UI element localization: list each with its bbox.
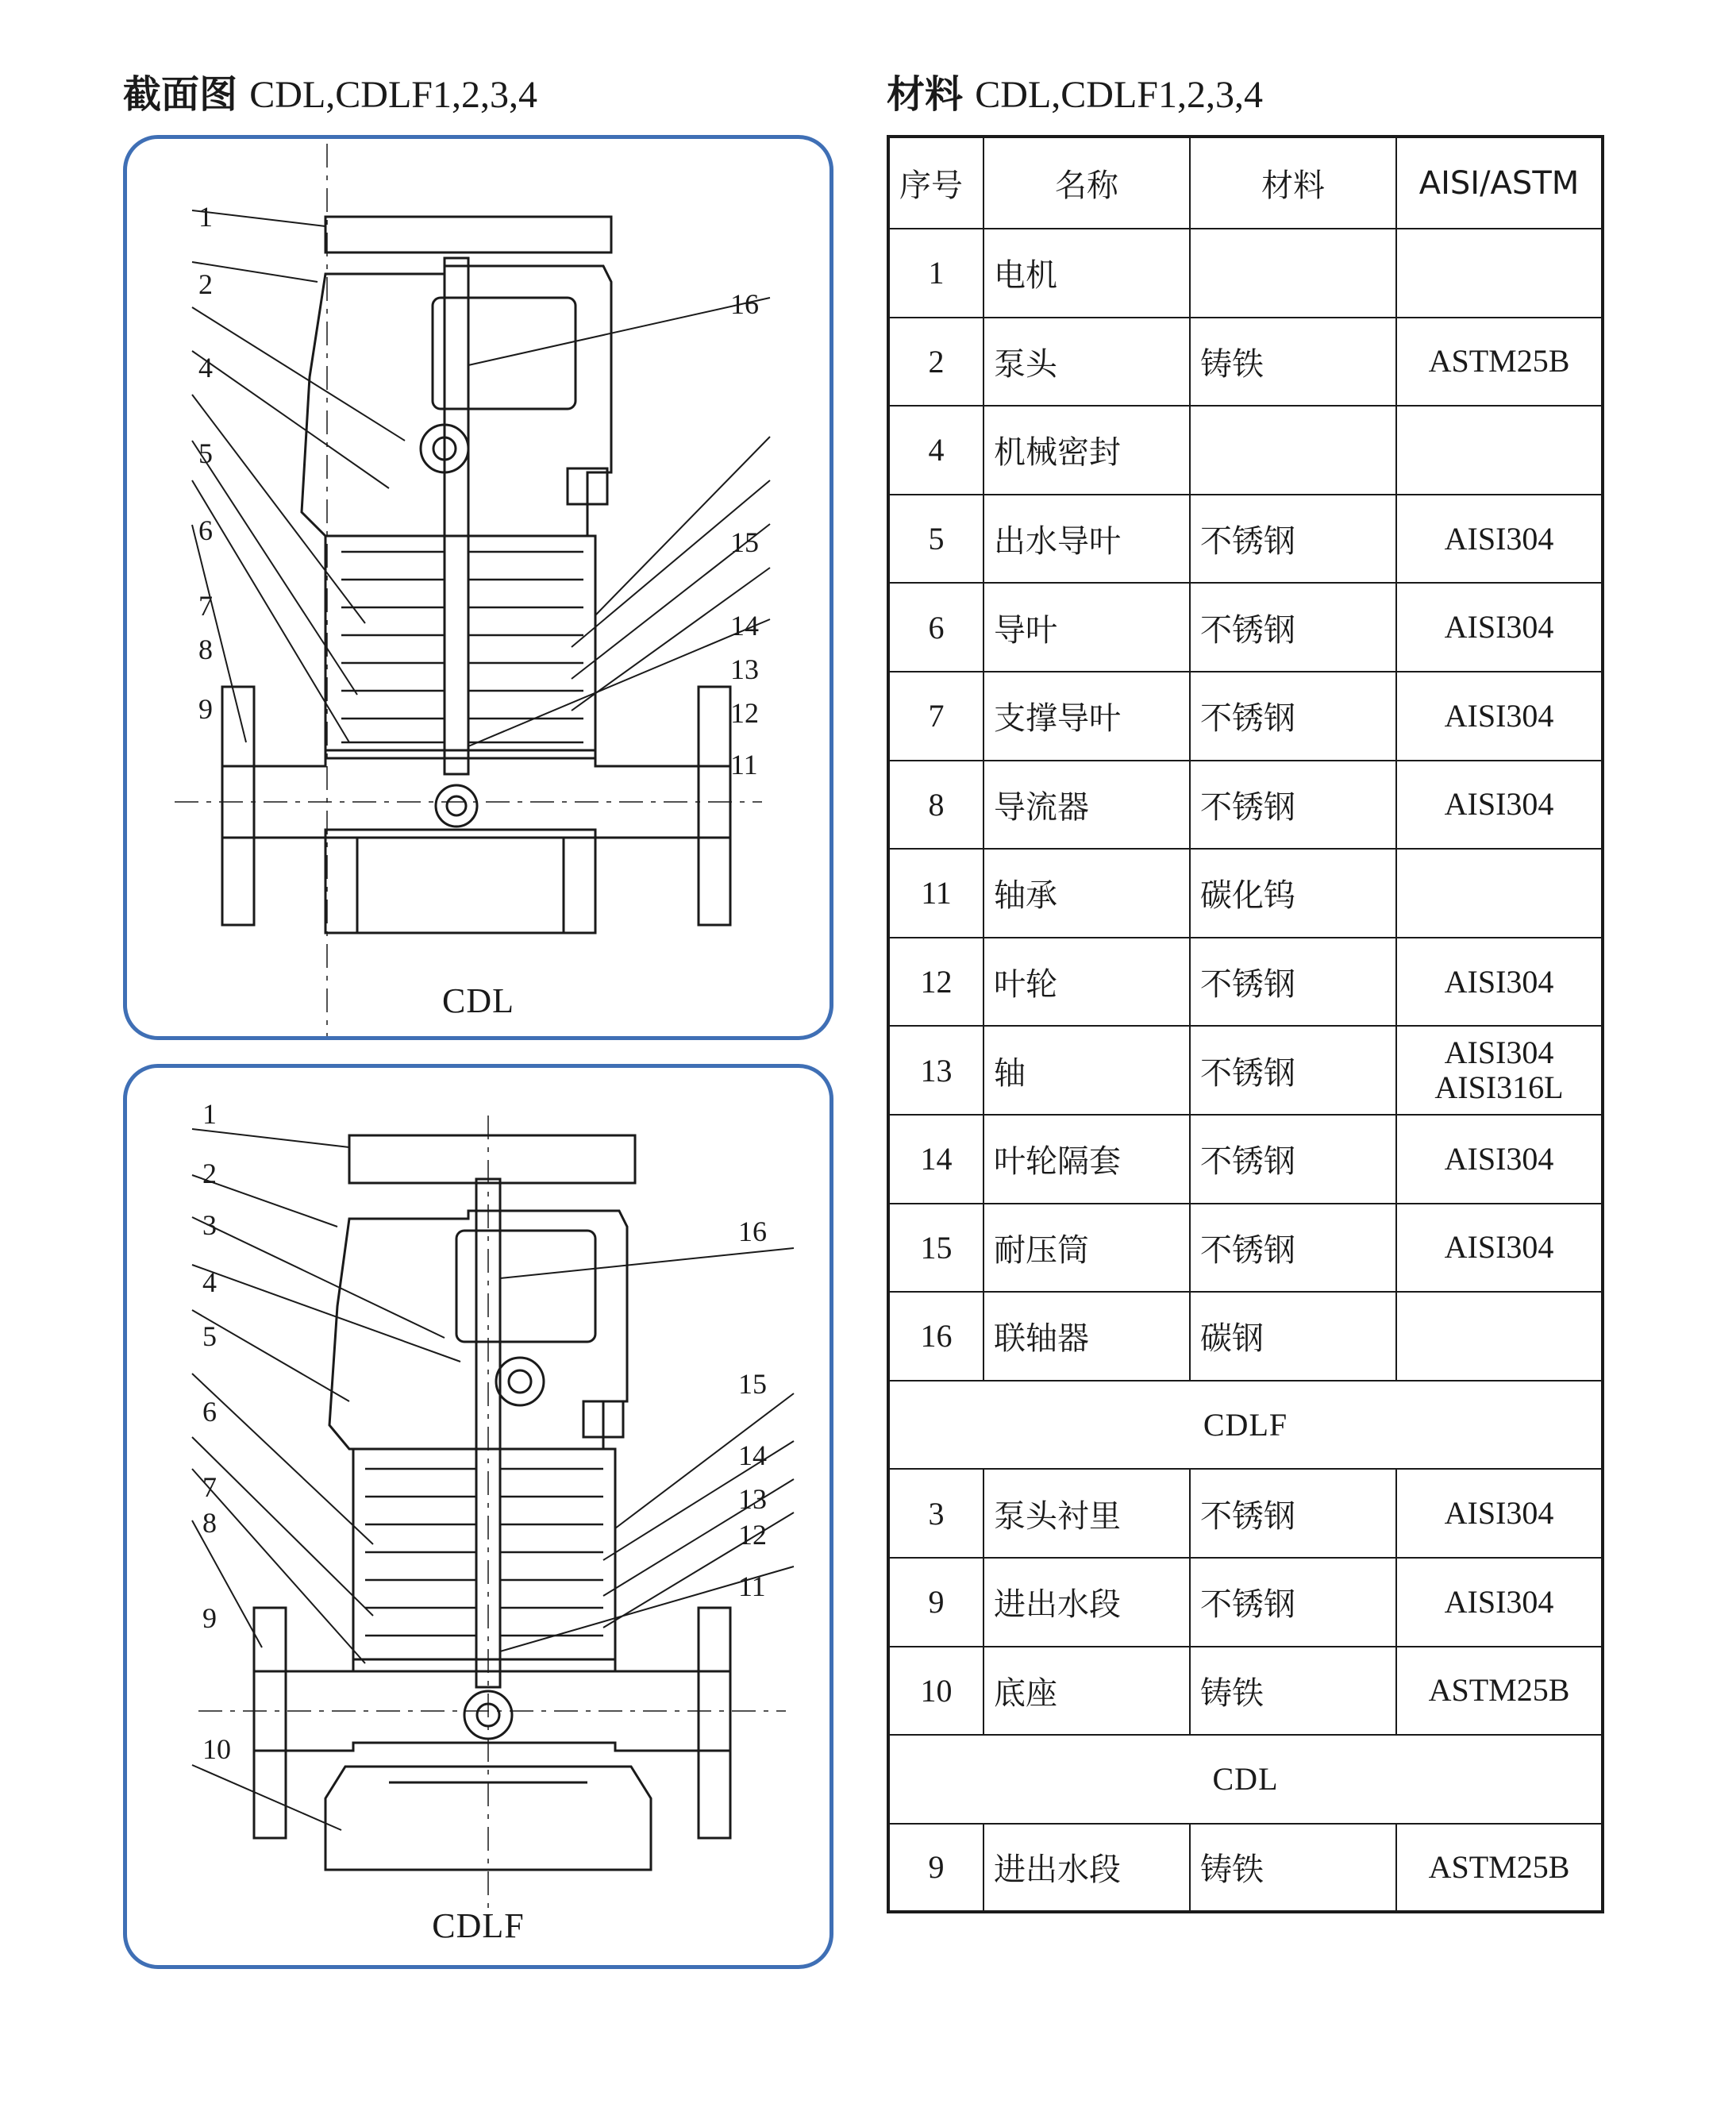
row-no: 15: [888, 1204, 983, 1293]
row-material: 铸铁: [1190, 1824, 1396, 1913]
row-name: 电机: [983, 229, 1190, 318]
row-name: 进出水段: [983, 1558, 1190, 1647]
callout-left: 3: [202, 1209, 217, 1241]
callout-right: 13: [738, 1483, 767, 1515]
table-row: [888, 229, 1603, 318]
callout-left: 1: [198, 201, 213, 233]
row-standard: AISI304: [1396, 1115, 1603, 1204]
table-row: [888, 583, 1603, 672]
row-no: 5: [888, 495, 983, 584]
cdlf-section-panel: [123, 1064, 833, 1969]
row-name: 联轴器: [983, 1292, 1190, 1381]
row-material: 铸铁: [1190, 318, 1396, 407]
row-no: 1: [888, 229, 983, 318]
callout-right: 11: [730, 749, 758, 780]
cdlf-pump-drawing: [127, 1068, 830, 1965]
row-material: 不锈钢: [1190, 938, 1396, 1027]
table-row: [888, 849, 1603, 938]
callout-left: 6: [202, 1396, 217, 1428]
row-no: 8: [888, 761, 983, 850]
row-material: 不锈钢: [1190, 1558, 1396, 1647]
row-no: 3: [888, 1469, 983, 1558]
table-row: [888, 1026, 1603, 1115]
materials-table: [887, 135, 1604, 1913]
row-standard: AISI304: [1396, 761, 1603, 850]
heading-models: CDL,CDLF1,2,3,4: [249, 74, 537, 116]
header-material: 材料: [1190, 137, 1396, 229]
group-row-cdlf: [888, 1381, 1603, 1470]
row-no: 9: [888, 1558, 983, 1647]
cdl-pump-drawing: [127, 139, 830, 1036]
callout-right: 11: [738, 1570, 766, 1602]
callout-left: 4: [202, 1266, 217, 1298]
row-standard: [1396, 406, 1603, 495]
row-standard: [1396, 229, 1603, 318]
row-standard: AISI304: [1396, 938, 1603, 1027]
table-row: [888, 1204, 1603, 1293]
table-row: [888, 761, 1603, 850]
callout-left: 5: [202, 1320, 217, 1352]
row-name: 泵头衬里: [983, 1469, 1190, 1558]
callout-right: 12: [730, 697, 759, 729]
row-standard: AISI304: [1396, 1204, 1603, 1293]
row-standard: ASTM25B: [1396, 318, 1603, 407]
callout-right: 16: [738, 1216, 767, 1247]
callout-right: 14: [738, 1439, 767, 1471]
heading-models: CDL,CDLF1,2,3,4: [975, 74, 1263, 116]
table-row: [888, 672, 1603, 761]
group-label: CDL: [888, 1735, 1603, 1824]
row-no: 13: [888, 1026, 983, 1115]
table-body-cdl: [888, 1824, 1603, 1913]
header-name: 名称: [983, 137, 1190, 229]
row-no: 2: [888, 318, 983, 407]
section-drawing-heading: [123, 64, 537, 118]
callout-left: 9: [202, 1602, 217, 1634]
row-name: 导流器: [983, 761, 1190, 850]
row-standard: AISI304: [1396, 1558, 1603, 1647]
row-name: 叶轮: [983, 938, 1190, 1027]
group-row-cdl: [888, 1735, 1603, 1824]
header-no: 序号: [888, 137, 983, 229]
row-standard: AISI304: [1396, 495, 1603, 584]
table-row: [888, 1292, 1603, 1381]
row-name: 泵头: [983, 318, 1190, 407]
heading-bold: 截面图: [123, 72, 238, 117]
callout-left: 9: [198, 693, 213, 725]
row-standard-line: AISI304: [1444, 1035, 1554, 1071]
table-row: [888, 495, 1603, 584]
row-material: 不锈钢: [1190, 495, 1396, 584]
row-material: 铸铁: [1190, 1647, 1396, 1736]
row-standard: AISI304: [1396, 583, 1603, 672]
group-label: CDLF: [888, 1381, 1603, 1470]
row-no: 7: [888, 672, 983, 761]
row-no: 16: [888, 1292, 983, 1381]
row-standard: ASTM25B: [1396, 1824, 1603, 1913]
callout-right: 15: [738, 1368, 767, 1400]
row-no: 14: [888, 1115, 983, 1204]
callout-left: 8: [202, 1507, 217, 1539]
table-header-row: [888, 137, 1603, 229]
callout-right: 14: [730, 610, 759, 642]
row-material: 不锈钢: [1190, 583, 1396, 672]
callout-left: 10: [202, 1733, 231, 1765]
row-no: 6: [888, 583, 983, 672]
cdl-section-panel: [123, 135, 833, 1040]
callout-left: 7: [202, 1471, 217, 1503]
materials-heading: [887, 64, 1263, 118]
heading-bold: 材料: [887, 72, 964, 117]
callout-left: 2: [202, 1158, 217, 1189]
row-material: 碳化钨: [1190, 849, 1396, 938]
row-material: 不锈钢: [1190, 672, 1396, 761]
row-name: 耐压筒: [983, 1204, 1190, 1293]
row-standard: [1396, 849, 1603, 938]
table-body: [888, 229, 1603, 1381]
row-material: 不锈钢: [1190, 761, 1396, 850]
table-body-cdlf: [888, 1469, 1603, 1735]
row-name: 轴: [983, 1026, 1190, 1115]
row-standard: AISI304: [1396, 1469, 1603, 1558]
header-standard: AISI/ASTM: [1396, 137, 1603, 229]
callout-left: 8: [198, 634, 213, 665]
table-row: [888, 318, 1603, 407]
row-material: [1190, 406, 1396, 495]
callout-right: 12: [738, 1519, 767, 1551]
row-no: 10: [888, 1647, 983, 1736]
table-row: [888, 1115, 1603, 1204]
table-row: [888, 1558, 1603, 1647]
row-name: 叶轮隔套: [983, 1115, 1190, 1204]
row-material: 不锈钢: [1190, 1469, 1396, 1558]
cdl-caption: CDL: [442, 981, 514, 1020]
row-no: 12: [888, 938, 983, 1027]
row-name: 轴承: [983, 849, 1190, 938]
row-material: [1190, 229, 1396, 318]
row-material: 不锈钢: [1190, 1026, 1396, 1115]
row-standard-line: AISI316L: [1434, 1069, 1564, 1106]
callout-left: 4: [198, 352, 213, 383]
row-name: 机械密封: [983, 406, 1190, 495]
callout-left: 2: [198, 268, 213, 300]
row-name: 支撑导叶: [983, 672, 1190, 761]
table-row: [888, 938, 1603, 1027]
row-standard: [1396, 1292, 1603, 1381]
row-material: 不锈钢: [1190, 1115, 1396, 1204]
table-row: [888, 1469, 1603, 1558]
callout-left: 7: [198, 590, 213, 622]
table-row: [888, 1824, 1603, 1913]
callout-right: 16: [730, 288, 759, 320]
row-name: 出水导叶: [983, 495, 1190, 584]
row-name: 进出水段: [983, 1824, 1190, 1913]
callout-left: 5: [198, 437, 213, 469]
row-name: 导叶: [983, 583, 1190, 672]
row-name: 底座: [983, 1647, 1190, 1736]
row-material: 不锈钢: [1190, 1204, 1396, 1293]
row-material: 碳钢: [1190, 1292, 1396, 1381]
cdlf-caption: CDLF: [432, 1906, 525, 1945]
row-no: 4: [888, 406, 983, 495]
callout-left: 1: [202, 1098, 217, 1130]
callout-right: 15: [730, 526, 759, 558]
callout-right: 13: [730, 653, 759, 685]
row-no: 11: [888, 849, 983, 938]
table-row: [888, 406, 1603, 495]
row-no: 9: [888, 1824, 983, 1913]
row-standard: ASTM25B: [1396, 1647, 1603, 1736]
row-standard: [1396, 1026, 1603, 1115]
callout-left: 6: [198, 514, 213, 546]
table-row: [888, 1647, 1603, 1736]
row-standard: AISI304: [1396, 672, 1603, 761]
